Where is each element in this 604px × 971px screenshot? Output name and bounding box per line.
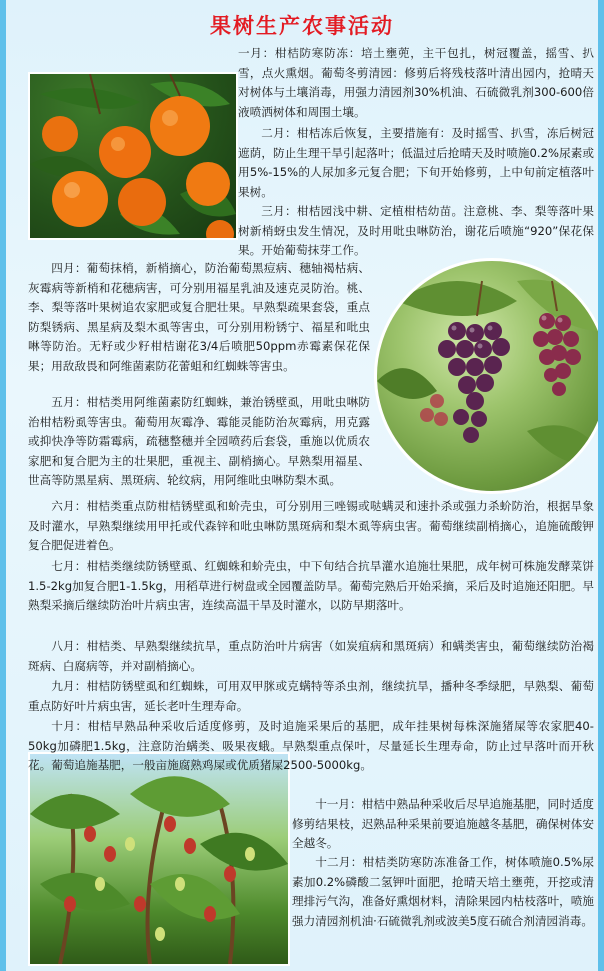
paragraph-june: 六月：柑桔类重点防柑桔锈壁虱和蚧壳虫，可分别用三唑锡或哒螨灵和速扑杀或强力杀蚧防治，根据旱象及时灌水，早熟梨继续用甲托或代森锌和吡虫啉防黑斑病和梨木虱等病虫害。葡萄继续副梢摘心，追施硫酸钾复合肥促进着色。 (28, 499, 594, 553)
orange-tree-photo (28, 72, 238, 240)
paragraph-april: 四月：葡萄抹梢，新梢摘心，防治葡萄黑痘病、穗轴褐枯病、灰霉病等新梢和花穗病害，可分别用福星乳油及速克灵防治。桃、李、梨等落叶果树追农家肥或复合肥壮果。早熟梨疏果套袋，重点防梨锈病、黑星病及梨木虱等害虫，可分别用粉锈宁、福星和吡虫啉等防治。无籽或少籽柑桔谢花3/4后喷肥50ppm赤霉素保花保果；用敌敌畏和阿维菌素防花蕾蛆和红蜘蛛等害虫。 (28, 261, 370, 373)
paragraph-march: 三月：柑桔园浅中耕、定植柑桔幼苗。注意桃、李、梨等落叶果树新梢蚜虫发生情况，及时用吡虫啉防治，谢花后喷施“920”保花保果。开始葡萄抹芽工作。 (238, 204, 594, 258)
paragraph-july: 七月：柑桔类继续防锈壁虱、红蜘蛛和蚧壳虫，中下旬结合抗旱灌水追施壮果肥，成年树可株施发酵菜饼1.5-2kg加复合肥1-1.5kg，用稻草进行树盘或全园覆盖防旱。葡萄完熟后开始采摘，采后及时追施还阳肥。早熟梨采摘后继续防治叶片病虫害，连续高温干旱及时灌水，以防早期落叶。 (28, 559, 594, 613)
paragraph-november: 十一月：柑桔中熟品种采收后尽早追施基肥，同时适度修剪结果枝，迟熟品种采果前要追施越冬基肥，确保树体安全越冬。 (292, 797, 594, 851)
page-title: 果树生产农事活动 (210, 14, 394, 38)
orange-tree-illustration (30, 74, 236, 238)
paragraph-february: 二月：柑桔冻后恢复，主要措施有：及时摇雪、扒雪，冻后树冠遮荫，防止生理干旱引起落叶；低温过后抢晴天及时喷施0.2%尿素或用5%-15%的人尿加多元复合肥；下旬开始修剪，上中旬前定植落叶果树。 (238, 126, 594, 199)
grape-cluster-photo (374, 258, 604, 494)
paragraph-august: 八月：柑桔类、早熟梨继续抗旱，重点防治叶片病害（如炭疽病和黑斑病）和螨类害虫，葡萄继续防治褐斑病、白腐病等，并对副梢摘心。 (28, 639, 594, 673)
grape-illustration (377, 261, 604, 491)
paragraph-january: 一月：柑桔防寒防冻：培土壅蔸，主干包扎，树冠覆盖，摇雪、扒雪，点火熏烟。葡萄冬剪清园：修剪后将残枝落叶清出园内，抢晴天对树体与土壤消毒，用强力清园剂30%机油、石硫微乳剂300-600倍液喷洒树体和周围土壤。 (238, 46, 594, 119)
paragraph-may: 五月：柑桔类用阿维菌素防红蜘蛛，兼治锈壁虱，用吡虫啉防治柑桔粉虱等害虫。葡萄用灰霉净、霉能灵能防治灰霉病，用克露或抑快净等防霜霉病，疏穗整穗并全园喷药后套袋，重施以优质农家肥和复合肥为主的壮果肥，重视主、副梢摘心。早熟梨用福星、世高等防黑星病、黑斑病、轮纹病，用阿维吡虫啉防梨木虱。 (28, 395, 370, 488)
paragraph-october: 十月：柑桔早熟品种采收后适度修剪，及时追施采果后的基肥，成年挂果树每株深施猪屎等农家肥40-50kg加磷肥1.5kg，注意防治螨类、吸果夜蛾。早熟梨重点保叶，尽量延长生理寿命，防止过早落叶而开秋花。葡萄追施基肥，一般亩施腐熟鸡屎或优质猪屎2500-5000kg。 (28, 719, 594, 773)
paragraph-december: 十二月：柑桔类防寒防冻准备工作，树体喷施0.5%尿素加0.2%磷酸二氢钾叶面肥，抢晴天培土壅蔸，开挖或清理排污气沟，准备好熏烟材料，清除果园内枯枝落叶，喷施强力清园剂机油·石硫微乳剂或波美5度石硫合剂清园消毒。 (292, 855, 594, 928)
paragraph-september: 九月：柑桔防锈壁虱和红蜘蛛，可用双甲脒或克螨特等杀虫剂，继续抗旱，播种冬季绿肥，早熟梨、葡萄重点防好叶片病虫害，延长老叶生理寿命。 (28, 679, 594, 713)
